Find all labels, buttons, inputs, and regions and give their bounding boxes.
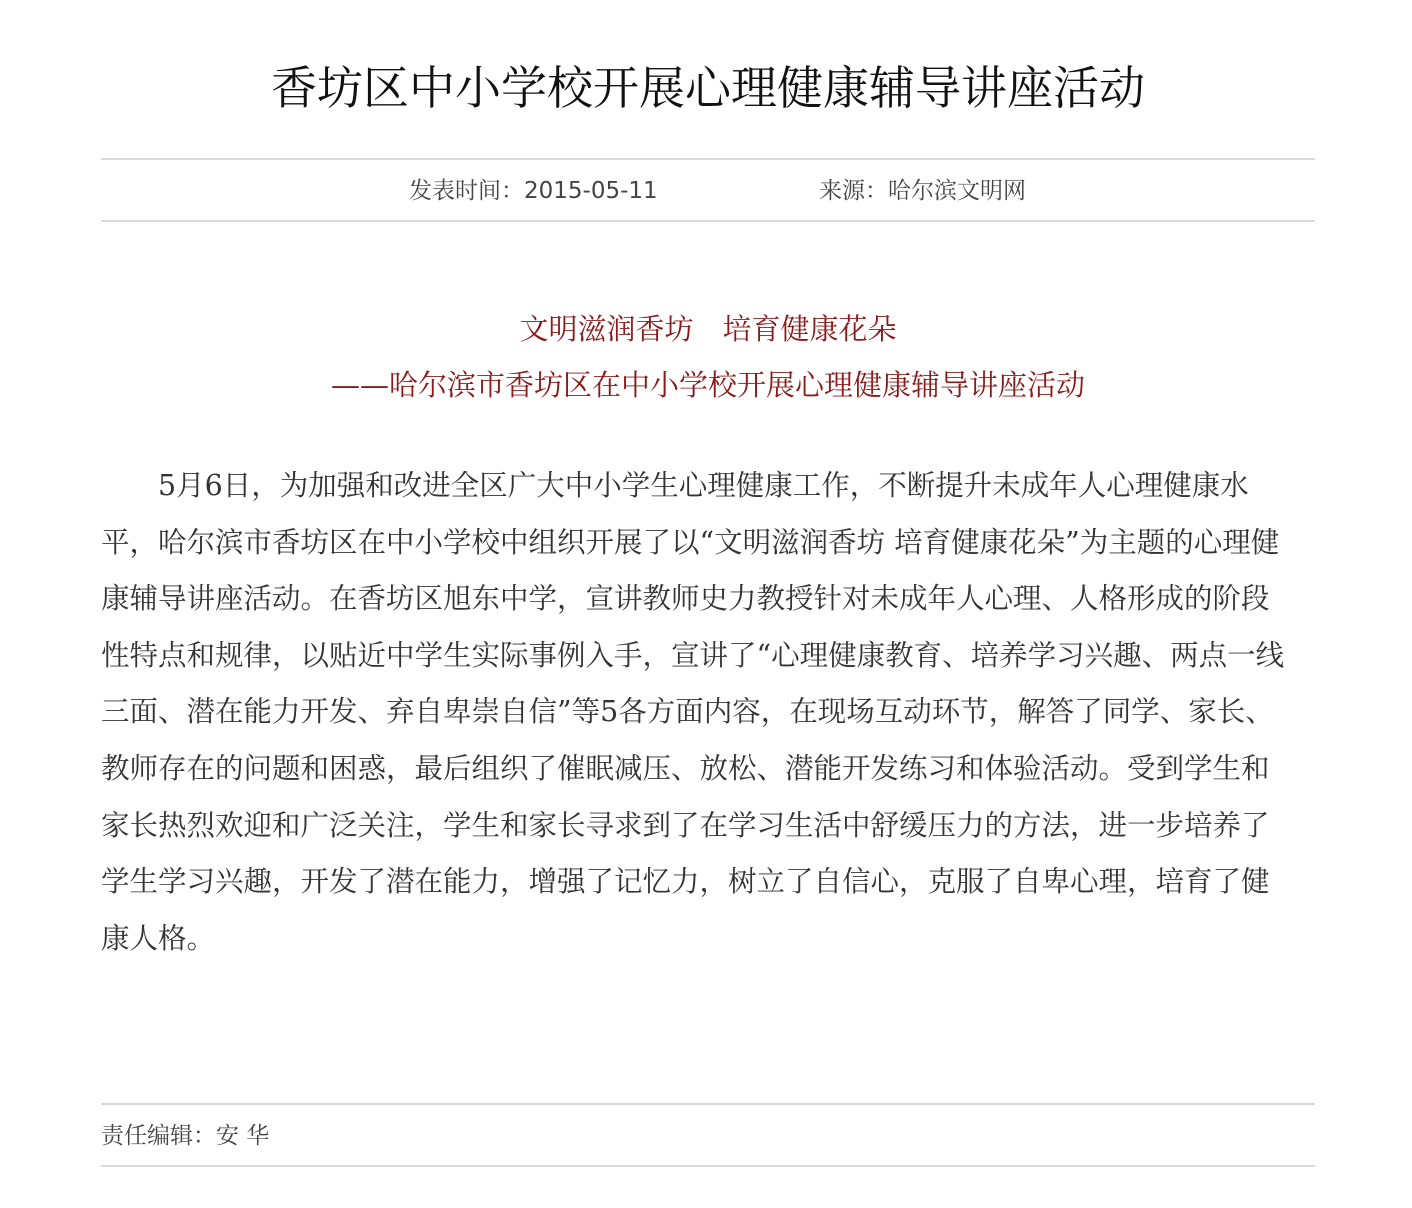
article-meta-bar [101,158,1315,222]
responsible-editor: 责任编辑：安 华 [101,1123,270,1149]
subheading-sub: ——哈尔滨市香坊区在中小学校开展心理健康辅导讲座活动 [330,368,1085,402]
article-container [101,0,1315,1149]
publish-time: 发表时间：2015-05-11 [409,178,658,204]
subheading-main: 文明滋润香坊 培育健康花朵 [519,312,897,346]
editor-bar [101,1103,1315,1167]
page-title: 香坊区中小学校开展心理健康辅导讲座活动 [271,61,1145,115]
article-source: 来源：哈尔滨文明网 [819,178,1026,204]
article-body-paragraph: 5月6日，为加强和改进全区广大中小学生心理健康工作，不断提升未成年人心理健康水平，哈尔滨市香坊区在中小学校中组织开展了以“文明滋润香坊 培育健康花朵”为主题的心理健康辅导讲座活动。在香坊区旭东中学，宣讲教师史力教授针对未成年人心理、人格形成的阶段性特点和规律，以贴近中学生实际事例入手，宣讲了“心理健康教育、培养学习兴趣、两点一线三面、潜在能力开发、弃自卑崇自信”等5各方面内容，在现场互动环节，解答了同学、家长、教师存在的问题和困惑，最后组织了催眠减压、放松、潜能开发练习和体验活动。受到学生和家长热烈欢迎和广泛关注，学生和家长寻求到了在学习生活中舒缓压力的方法，进一步培养了学生学习兴趣，开发了潜在能力，增强了记忆力，树立了自信心，克服了自卑心理，培育了健康人格。 [101,469,1285,955]
